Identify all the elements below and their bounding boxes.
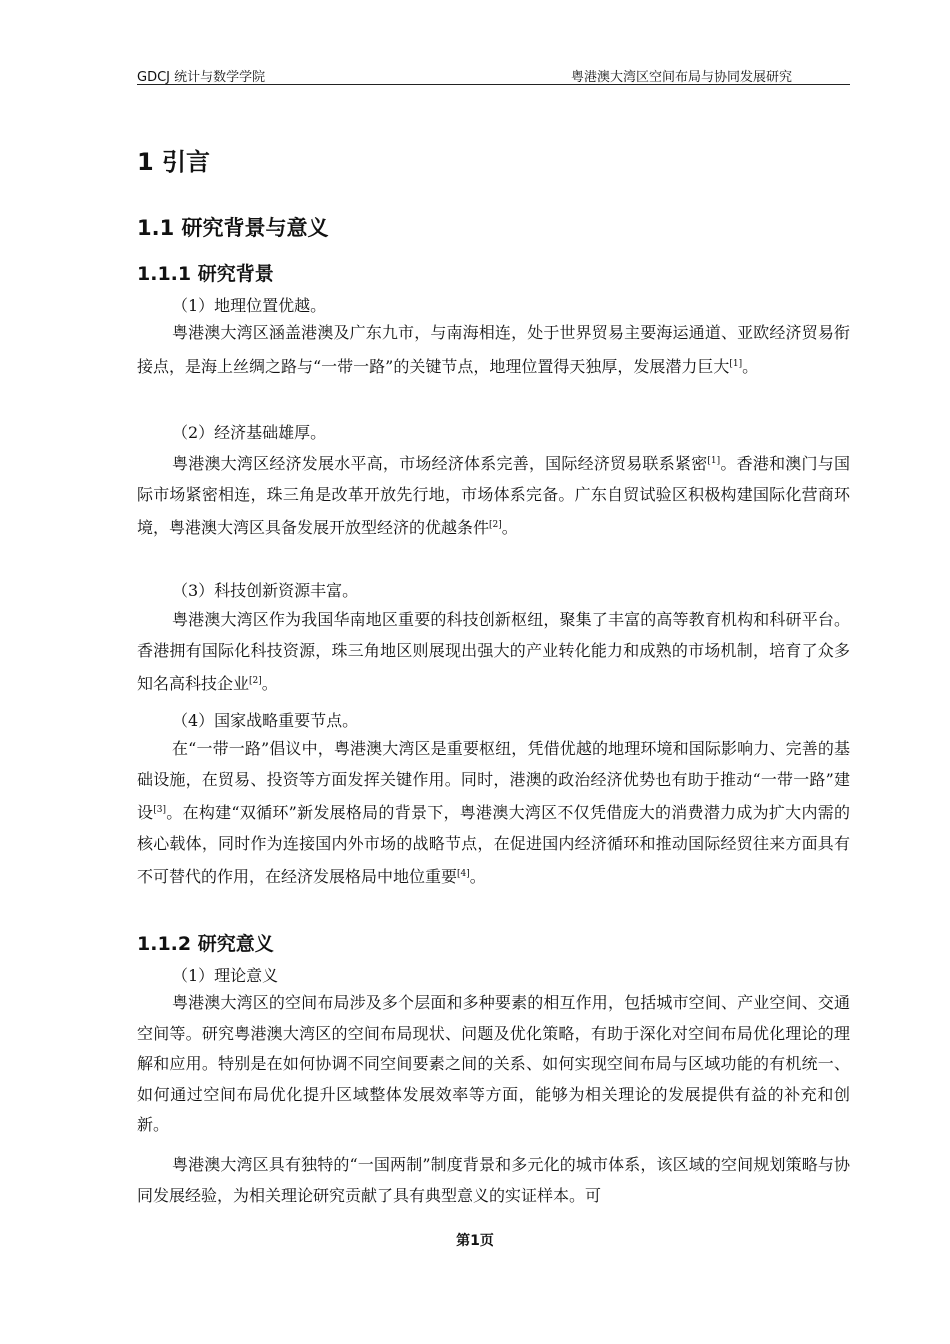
list-item-geography: （1）地理位置优越。: [172, 296, 327, 315]
citation-ref: [3]: [153, 805, 167, 815]
citation-ref: [2]: [249, 676, 262, 686]
list-item-innovation: （3）科技创新资源丰富。: [172, 581, 359, 600]
paragraph-theory: 粤港澳大湾区的空间布局涉及多个层面和多种要素的相互作用，包括城市空间、产业空间、交通空间等。研究粤港澳大湾区的空间布局现状、问题及优化策略，有助于深化对空间布局优化理论的理解和应用。特别是在如何协调不同空间要素之间的关系、如何实现空间布局与区域功能的有机统一、如何通过空间布局优化提升区域整体发展效率等方面，能够为相关理论的发展提供有益的补充和创新。: [137, 993, 850, 1134]
list-item-strategy: （4）国家战略重要节点。: [172, 711, 359, 730]
citation-ref: [1]: [707, 456, 721, 466]
list-item-economy: （2）经济基础雄厚。: [172, 423, 327, 442]
paragraph-system: 粤港澳大湾区具有独特的“一国两制”制度背景和多元化的城市体系，该区域的空间规划策略与协同发展经验，为相关理论研究贡献了具有典型意义的实证样本。可: [137, 1155, 850, 1205]
header-left: GDCJ 统计与数学学院: [137, 70, 266, 85]
chapter-title: 1 引言: [137, 148, 211, 176]
page-header: [137, 66, 850, 85]
paragraph-innovation: 粤港澳大湾区作为我国华南地区重要的科技创新枢纽，聚集了丰富的高等教育机构和科研平台。香港拥有国际化科技资源，珠三角地区则展现出强大的产业转化能力和成熟的市场机制，培育了众多知名高科技企业[2]。: [137, 610, 850, 693]
citation-ref: [4]: [457, 869, 470, 879]
section-heading-1-1-1: 1.1.1 研究背景: [137, 263, 274, 285]
section-heading-1-1: 1.1 研究背景与意义: [137, 216, 329, 240]
page-number: 第1页: [456, 1233, 494, 1249]
list-item-theory: （1）理论意义: [172, 966, 279, 985]
citation-ref: [2]: [489, 520, 502, 530]
citation-ref: [1]: [729, 358, 743, 369]
paragraph-geography: 粤港澳大湾区涵盖港澳及广东九市，与南海相连，处于世界贸易主要海运通道、亚欧经济贸易衔接点，是海上丝绸之路与“一带一路”的关键节点，地理位置得天独厚，发展潜力巨大[1]。: [137, 323, 850, 376]
paragraph-strategy: 在“一带一路”倡议中，粤港澳大湾区是重要枢纽，凭借优越的地理环境和国际影响力、完善的基础设施，在贸易、投资等方面发挥关键作用。同时，港澳的政治经济优势也有助于推动“一带一路”建设[3]。在构建“双循环”新发展格局的背景下，粤港澳大湾区不仅凭借庞大的消费潜力成为扩大内需的核心载体，同时作为连接国内外市场的战略节点，在促进国内经济循环和推动国际经贸往来方面具有不可替代的作用，在经济发展格局中地位重要[4]。: [137, 739, 850, 886]
paragraph-economy: 粤港澳大湾区经济发展水平高，市场经济体系完善，国际经济贸易联系紧密[1]。香港和澳门与国际市场紧密相连，珠三角是改革开放先行地，市场体系完备。广东自贸试验区积极构建国际化营商环境，粤港澳大湾区具备发展开放型经济的优越条件[2]。: [137, 454, 850, 537]
header-right: 粤港澳大湾区空间布局与协同发展研究: [570, 70, 792, 85]
section-heading-1-1-2: 1.1.2 研究意义: [137, 933, 274, 955]
